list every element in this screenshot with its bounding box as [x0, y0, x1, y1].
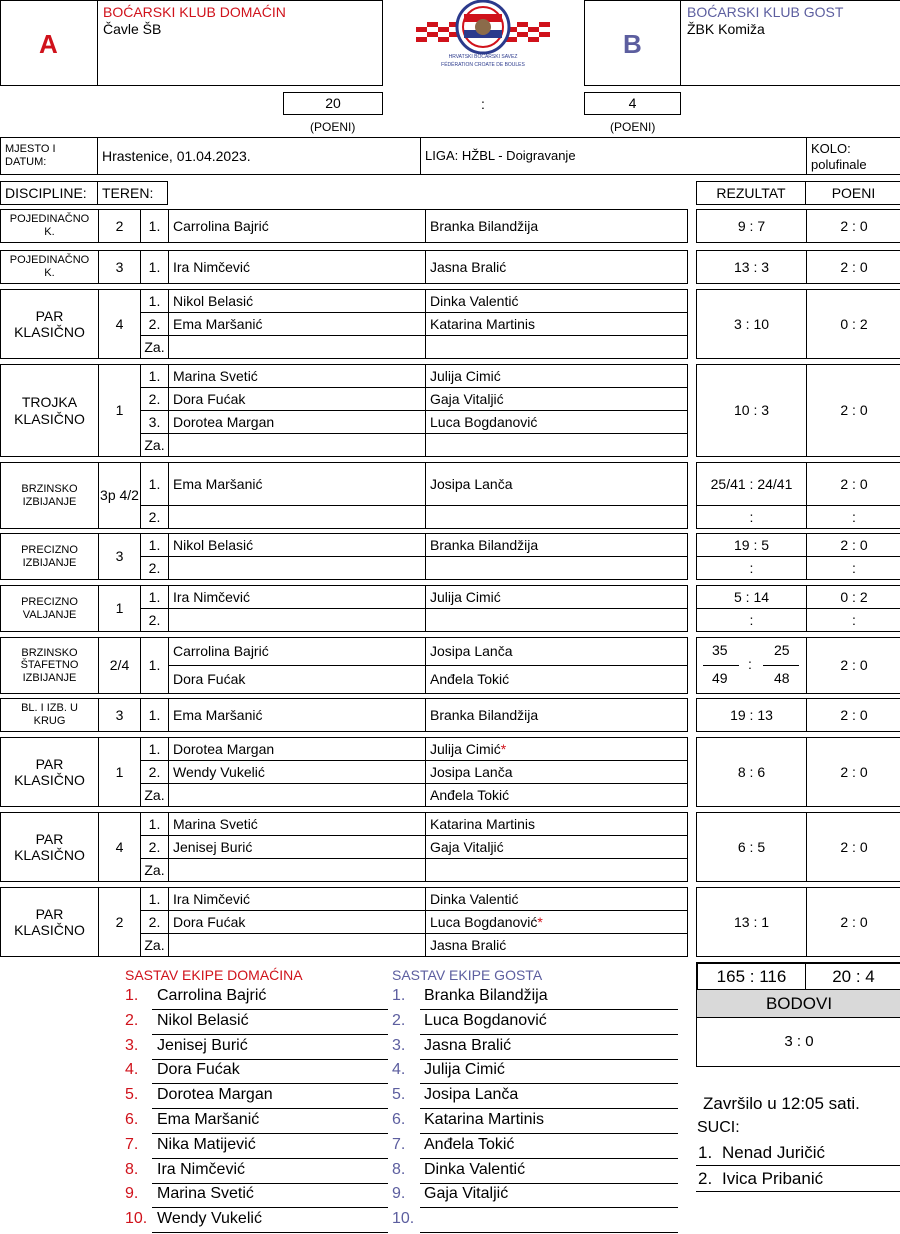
home-club-name: Čavle ŠB	[103, 21, 162, 37]
guest-roster-number: 5.	[392, 1086, 406, 1104]
home-points-box: 20	[283, 92, 383, 115]
guest-roster-number: 4.	[392, 1061, 406, 1079]
home-player: Dorotea Margan	[168, 737, 426, 761]
home-roster-underline	[152, 1108, 388, 1109]
line-number: Za.	[140, 433, 169, 457]
relay-result-separator: :	[748, 656, 752, 672]
judge-underline	[696, 1165, 900, 1166]
match-points: :	[806, 556, 900, 580]
home-player: Ema Maršanić	[168, 698, 426, 732]
guest-player-name: Josipa Lanča	[430, 763, 513, 780]
match-result: 25/41 : 24/41	[696, 462, 807, 506]
home-player: Dorotea Margan	[168, 410, 426, 434]
line-number: 1.	[140, 737, 169, 761]
guest-club-label: BOĆARSKI KLUB GOST	[687, 4, 844, 20]
home-letter: A	[39, 29, 58, 59]
discipline-label: PAR KLASIČNO	[0, 737, 99, 807]
court-header: TEREN:	[97, 181, 168, 205]
discipline-label: PRECIZNO VALJANJE	[0, 585, 99, 632]
guest-player	[425, 608, 688, 632]
home-roster-name: Nikol Belasić	[157, 1011, 249, 1029]
match-result: :	[696, 505, 807, 529]
home-roster-underline	[152, 1232, 388, 1233]
line-number: 1.	[140, 364, 169, 388]
match-points: 2 : 0	[806, 364, 900, 457]
match-points: 2 : 0	[806, 533, 900, 557]
match-points: :	[806, 608, 900, 632]
substitute-marker: *	[537, 913, 543, 930]
guest-player	[425, 312, 688, 336]
guest-roster-number: 2.	[392, 1011, 406, 1029]
guest-player-name: Katarina Martinis	[430, 315, 536, 332]
home-roster-underline	[152, 1207, 388, 1208]
guest-player	[425, 387, 688, 411]
relay-guest-result-1: 25	[774, 642, 790, 658]
guest-roster-title: SASTAV EKIPE GOSTA	[392, 967, 543, 983]
home-roster-name: Wendy Vukelić	[157, 1210, 262, 1228]
match-points: 2 : 0	[806, 698, 900, 732]
bodovi-label: BODOVI	[696, 989, 900, 1018]
home-player	[168, 608, 426, 632]
discipline-label: POJEDINAČNO K.	[0, 209, 99, 243]
line-number: 2.	[140, 387, 169, 411]
guest-player	[425, 812, 688, 836]
guest-player-name: Katarina Martinis	[430, 815, 536, 832]
substitute-marker: *	[500, 740, 507, 757]
guest-points-label: (POENI)	[610, 120, 656, 134]
guest-player-name: Branka Bilandžija	[430, 706, 539, 723]
home-roster-number: 8.	[125, 1160, 139, 1178]
relay-guest-result-2: 48	[774, 670, 790, 686]
round-box	[806, 137, 900, 175]
guest-player	[425, 433, 688, 457]
guest-roster-underline	[420, 1133, 678, 1134]
guest-player-name: Branka Bilandžija	[430, 536, 539, 553]
guest-player-name: Luca Bogdanović	[430, 413, 538, 430]
home-roster-number: 10.	[125, 1210, 148, 1228]
guest-roster-underline	[420, 1009, 678, 1010]
match-result: 10 : 3	[696, 364, 807, 457]
home-roster-underline	[152, 1158, 388, 1159]
total-result: 165 : 116	[696, 962, 806, 990]
bodovi-value: 3 : 0	[696, 1017, 900, 1067]
line-number: 1.	[140, 637, 169, 694]
guest-player	[425, 737, 688, 761]
guest-player	[425, 556, 688, 580]
court-number: 3	[98, 533, 141, 580]
points-header: POENI	[805, 181, 900, 205]
home-roster-underline	[152, 1083, 388, 1084]
home-player	[168, 433, 426, 457]
guest-roster-number: 10.	[392, 1210, 415, 1228]
match-points: 2 : 0	[806, 887, 900, 957]
guest-player	[425, 835, 688, 859]
guest-player	[425, 250, 688, 284]
guest-roster-name: Julija Cimić	[424, 1061, 505, 1079]
home-roster-underline	[152, 1133, 388, 1134]
guest-player	[425, 289, 688, 313]
guest-roster-number: 8.	[392, 1160, 406, 1178]
home-roster-name: Carrolina Bajrić	[157, 987, 267, 1004]
discipline-label: PAR KLASIČNO	[0, 289, 99, 359]
guest-roster-name: Dinka Valentić	[424, 1160, 526, 1178]
court-number: 2	[98, 887, 141, 957]
match-result: 13 : 1	[696, 887, 807, 957]
home-points-label: (POENI)	[310, 120, 356, 134]
home-player	[168, 556, 426, 580]
guest-player-name: Dinka Valentić	[430, 292, 519, 309]
guest-player	[425, 410, 688, 434]
relay-home-result-2: 49	[712, 670, 728, 686]
line-number: Za.	[140, 933, 169, 957]
judge-underline	[696, 1191, 900, 1192]
guest-player	[425, 585, 688, 609]
guest-player-name: Julija Cimić	[430, 740, 501, 757]
discipline-label: POJEDINAČNO K.	[0, 250, 99, 284]
guest-roster-number: 1.	[392, 987, 406, 1004]
home-roster-underline	[152, 1059, 388, 1060]
home-roster-number: 2.	[125, 1011, 139, 1029]
home-player	[168, 783, 426, 807]
match-points: 2 : 0	[806, 250, 900, 284]
match-result: 8 : 6	[696, 737, 807, 807]
match-result: 3 : 10	[696, 289, 807, 359]
home-roster-number: 6.	[125, 1111, 139, 1128]
discipline-label: PRECIZNO IZBIJANJE	[0, 533, 99, 580]
place-value: Hrastenice, 01.04.2023.	[97, 137, 421, 175]
home-roster-underline	[152, 1183, 388, 1184]
guest-player-name: Julija Cimić	[430, 588, 501, 605]
home-roster-underline	[152, 1034, 388, 1035]
guest-player	[425, 887, 688, 911]
guest-player-name: Jasna Bralić	[430, 936, 507, 953]
home-player: Ira Nimčević	[168, 887, 426, 911]
disciplines-header: DISCIPLINE:	[0, 181, 98, 205]
guest-player-name: Gaja Vitaljić	[430, 838, 504, 855]
home-letter-box	[0, 0, 98, 86]
home-player: Nikol Belasić	[168, 289, 426, 313]
discipline-label: BRZINSKO ŠTAFETNO IZBIJANJE	[0, 637, 99, 694]
match-result: 19 : 13	[696, 698, 807, 732]
discipline-label: TROJKA KLASIČNO	[0, 364, 99, 457]
court-number: 2	[98, 209, 141, 243]
guest-player	[425, 505, 688, 529]
guest-roster-name: Luca Bogdanović	[424, 1011, 547, 1029]
home-player: Marina Svetić	[168, 812, 426, 836]
home-club-label: BOĆARSKI KLUB DOMAĆIN	[103, 4, 286, 20]
points-colon: :	[481, 96, 485, 112]
guest-points-box: 4	[584, 92, 681, 115]
match-result: 13 : 3	[696, 250, 807, 284]
home-player: Jenisej Burić	[168, 835, 426, 859]
line-number: 2.	[140, 312, 169, 336]
match-points: :	[806, 505, 900, 529]
round-value: polufinale	[811, 157, 867, 172]
line-number: 1.	[140, 812, 169, 836]
federation-logo	[414, 0, 552, 70]
line-number: 1.	[140, 698, 169, 732]
line-number: 1.	[140, 887, 169, 911]
line-number: 1.	[140, 209, 169, 243]
judge-name: Nenad Juričić	[722, 1143, 825, 1162]
match-result: 5 : 14	[696, 585, 807, 609]
home-roster-number: 4.	[125, 1061, 139, 1079]
line-number: 2.	[140, 608, 169, 632]
home-player: Nikol Belasić	[168, 533, 426, 557]
match-result: 6 : 5	[696, 812, 807, 882]
line-number: 1.	[140, 250, 169, 284]
home-player: Marina Svetić	[168, 364, 426, 388]
guest-club-name: ŽBK Komiža	[687, 21, 765, 37]
home-roster-number: 9.	[125, 1185, 139, 1203]
guest-player-name: Gaja Vitaljić	[430, 390, 504, 407]
place-label: MJESTO I DATUM:	[0, 137, 98, 175]
home-player: Carrolina Bajrić	[168, 209, 426, 243]
line-number: 2.	[140, 556, 169, 580]
line-number: Za.	[140, 335, 169, 359]
home-player: Ira Nimčević	[168, 585, 426, 609]
home-player: Ema Maršanić	[168, 462, 426, 506]
home-roster-name: Nika Matijević	[157, 1135, 256, 1153]
guest-roster-underline	[420, 1108, 678, 1109]
guest-player-name: Josipa Lanča	[430, 475, 513, 492]
logo-text-2: FÉDÉRATION CROATE DE BOULES	[441, 62, 525, 68]
line-number: 2.	[140, 910, 169, 934]
relay-result-divider-home	[703, 665, 739, 666]
guest-roster-name: Josipa Lanča	[424, 1086, 519, 1104]
line-number: 2.	[140, 505, 169, 529]
league-box	[420, 137, 807, 175]
home-player: Dora Fućak	[168, 910, 426, 934]
guest-roster-underline	[420, 1034, 678, 1035]
home-roster-name: Ira Nimčević	[157, 1160, 246, 1178]
court-number: 4	[98, 289, 141, 359]
guest-player-name: Julija Cimić	[430, 367, 501, 384]
home-roster-name: Jenisej Burić	[157, 1036, 248, 1054]
guest-player	[425, 209, 688, 243]
home-player	[168, 335, 426, 359]
guest-player-name: Luca Bogdanović	[430, 913, 538, 930]
match-points: 2 : 0	[806, 462, 900, 506]
home-roster-name: Ema Maršanić	[157, 1111, 260, 1128]
guest-roster-underline	[420, 1183, 678, 1184]
line-number: 2.	[140, 835, 169, 859]
guest-player	[425, 783, 688, 807]
match-result: 19 : 5	[696, 533, 807, 557]
total-points: 20 : 4	[805, 962, 900, 990]
logo-text-1: HRVATSKI BOĆARSKI SAVEZ	[448, 54, 518, 60]
line-number: 1.	[140, 585, 169, 609]
judge-number: 1.	[698, 1143, 713, 1162]
court-number: 3	[98, 250, 141, 284]
match-points: 2 : 0	[806, 209, 900, 243]
match-result: :	[696, 608, 807, 632]
guest-roster-underline	[420, 1207, 678, 1208]
line-number: 1.	[140, 533, 169, 557]
home-player: Dora Fućak	[168, 387, 426, 411]
home-roster-number: 7.	[125, 1135, 139, 1153]
guest-roster-number: 9.	[392, 1185, 406, 1203]
line-number: Za.	[140, 858, 169, 882]
guest-roster-underline	[420, 1158, 678, 1159]
guest-player	[425, 910, 688, 934]
guest-roster-name: Katarina Martinis	[424, 1111, 545, 1128]
home-player	[168, 933, 426, 957]
line-number: 1.	[140, 289, 169, 313]
guest-player	[425, 698, 688, 732]
guest-roster-underline	[420, 1232, 678, 1233]
match-points: 0 : 2	[806, 585, 900, 609]
home-roster-title: SASTAV EKIPE DOMAĆINA	[125, 967, 303, 983]
guest-roster-name: Gaja Vitaljić	[424, 1185, 509, 1203]
guest-player	[425, 364, 688, 388]
court-number: 1	[98, 737, 141, 807]
home-player	[168, 858, 426, 882]
guest-roster-underline	[420, 1083, 678, 1084]
result-header: REZULTAT	[696, 181, 806, 205]
home-roster-underline	[152, 1009, 388, 1010]
home-roster-number: 1.	[125, 987, 139, 1004]
federation-logo-icon	[414, 0, 552, 70]
match-points: 0 : 2	[806, 289, 900, 359]
match-points: 2 : 0	[806, 812, 900, 882]
guest-club-box	[680, 0, 900, 86]
relay-result-divider-guest	[763, 665, 799, 666]
guest-roster-name: Branka Bilandžija	[424, 987, 548, 1004]
guest-player: Josipa Lanča	[425, 637, 688, 666]
home-player: Dora Fućak	[168, 665, 426, 694]
guest-roster-number: 7.	[392, 1135, 406, 1153]
round-label: KOLO:	[811, 141, 851, 156]
court-number: 2/4	[98, 637, 141, 694]
guest-letter-box	[584, 0, 681, 86]
court-number: 1	[98, 364, 141, 457]
home-player: Wendy Vukelić	[168, 760, 426, 784]
guest-player	[425, 533, 688, 557]
league-value: HŽBL - Doigravanje	[461, 147, 576, 163]
line-number: 1.	[140, 462, 169, 506]
guest-player	[425, 760, 688, 784]
discipline-label: BL. I IZB. U KRUG	[0, 698, 99, 732]
court-number: 3p 4/2	[98, 462, 141, 529]
match-points: 2 : 0	[806, 737, 900, 807]
discipline-label: PAR KLASIČNO	[0, 812, 99, 882]
court-number: 1	[98, 585, 141, 632]
guest-player	[425, 933, 688, 957]
guest-player-name: Dinka Valentić	[430, 890, 519, 907]
line-number: 3.	[140, 410, 169, 434]
guest-roster-number: 3.	[392, 1036, 406, 1054]
guest-player-name: Jasna Bralić	[430, 258, 507, 275]
line-number: Za.	[140, 783, 169, 807]
guest-player-name: Branka Bilandžija	[430, 217, 539, 234]
judge-name: Ivica Pribanić	[722, 1169, 824, 1188]
guest-roster-name: Anđela Tokić	[424, 1135, 515, 1153]
guest-player	[425, 858, 688, 882]
league-label: LIGA:	[425, 147, 459, 163]
home-roster-name: Dora Fućak	[157, 1061, 240, 1079]
guest-roster-name: Jasna Bralić	[424, 1036, 512, 1054]
home-player	[168, 505, 426, 529]
home-roster-name: Marina Svetić	[157, 1185, 254, 1203]
guest-player-name: Anđela Tokić	[430, 786, 510, 803]
judges-label: SUCI:	[697, 1119, 740, 1136]
home-roster-name: Dorotea Margan	[157, 1086, 273, 1104]
match-result: 9 : 7	[696, 209, 807, 243]
home-club-box	[97, 0, 383, 86]
guest-roster-underline	[420, 1059, 678, 1060]
guest-player	[425, 335, 688, 359]
relay-home-result-1: 35	[712, 642, 728, 658]
match-result: :	[696, 556, 807, 580]
match-points: 2 : 0	[806, 637, 900, 694]
guest-player	[425, 462, 688, 506]
home-player: Carrolina Bajrić	[168, 637, 426, 666]
discipline-label: PAR KLASIČNO	[0, 887, 99, 957]
finished-time: Završilo u 12:05 sati.	[703, 1094, 860, 1113]
home-player: Ira Nimčević	[168, 250, 426, 284]
home-roster-number: 5.	[125, 1086, 139, 1104]
judge-number: 2.	[698, 1169, 713, 1188]
line-number: 2.	[140, 760, 169, 784]
court-number: 4	[98, 812, 141, 882]
guest-player: Anđela Tokić	[425, 665, 688, 694]
guest-letter: B	[623, 29, 642, 59]
home-player: Ema Maršanić	[168, 312, 426, 336]
court-number: 3	[98, 698, 141, 732]
home-roster-number: 3.	[125, 1036, 139, 1054]
guest-roster-number: 6.	[392, 1111, 406, 1128]
discipline-label: BRZINSKO IZBIJANJE	[0, 462, 99, 529]
